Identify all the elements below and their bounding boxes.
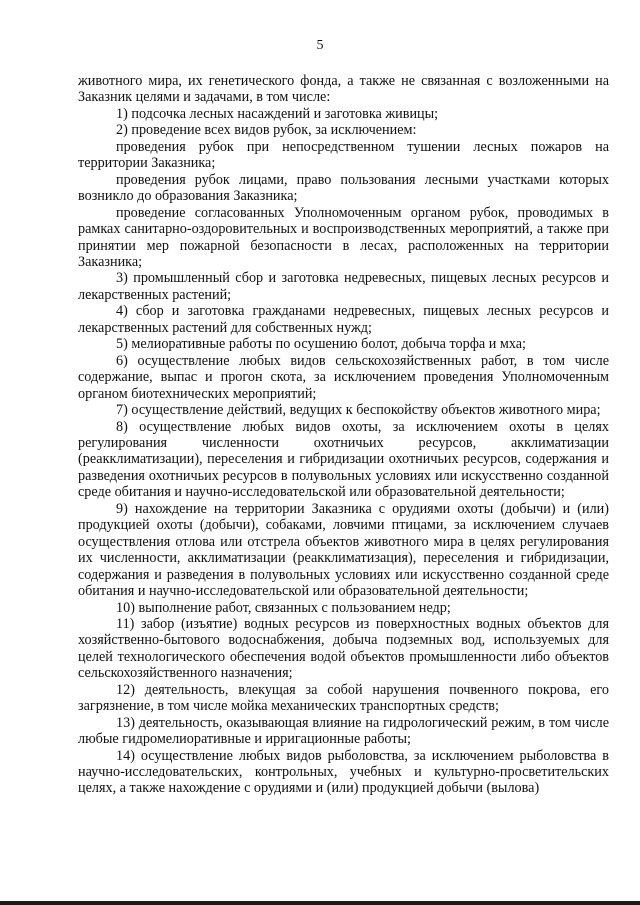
list-item: 5) мелиоративные работы по осушению болот, добыча торфа и мха; bbox=[116, 336, 527, 353]
list-item: 13) деятельность, оказывающая влияние на гидрологический режим, в том числе любые гидромелиоративные и ирригационные работы; bbox=[78, 714, 609, 748]
list-item: 11) забор (изъятие) водных ресурсов из поверхностных водных объектов для хозяйственно-бытового водоснабжения, добыча подземных вод, используемых для целей технологического обеспечения водой объектов промышленности либо объектов сельскохозяйственного назначения; bbox=[78, 615, 609, 682]
list-item: 14) осуществление любых видов рыболовства, за исключением рыболовства в научно-исследовательских, контрольных, учебных и культурно-просветительских целях, а также нахождение с орудиями и (или) продукцией добычи (вылова) bbox=[78, 747, 609, 797]
list-item: 10) выполнение работ, связанных с пользованием недр; bbox=[116, 599, 451, 616]
list-item: 12) деятельность, влекущая за собой нарушения почвенного покрова, его загрязнение, в том числе мойка механических транспортных средств; bbox=[78, 681, 609, 715]
list-item: 4) сбор и заготовка гражданами недревесных, пищевых лесных ресурсов и лекарственных растений для собственных нужд; bbox=[78, 303, 609, 336]
document-body bbox=[78, 73, 609, 797]
list-item: 6) осуществление любых видов сельскохозяйственных работ, в том числе содержание, выпас и прогон скота, за исключением проведения Уполномоченным органом биотехнических мероприятий; bbox=[78, 352, 609, 402]
list-item: 9) нахождение на территории Заказника с орудиями охоты (добычи) и (или) продукцией охоты (добычи), собаками, ловчими птицами, за исключением случаев осуществления отлова или отстрела объектов животного мира в целях регулирования их численности, акклиматизации (реакклиматизация), переселения и гибридизации, содержания и разведения в полувольных условиях или искусственно созданной среде обитания и научно-исследовательской или образовательной деятельности; bbox=[78, 500, 609, 600]
page-number: 5 bbox=[316, 38, 324, 53]
list-item: 2) проведение всех видов рубок, за исключением: bbox=[116, 122, 417, 139]
list-item: 3) промышленный сбор и заготовка недревесных, пищевых лесных ресурсов и лекарственных растений; bbox=[78, 270, 609, 303]
list-item: 8) осуществление любых видов охоты, за исключением охоты в целях регулирования численности охотничьих ресурсов, акклиматизации (реакклиматизации), переселения и гибридизации охотничьих ресурсов, содержания и разведения охотничьих ресурсов в полувольных условиях или искусственно созданной среде обитания и научно-исследовательской или образовательной деятельности; bbox=[78, 418, 609, 501]
list-item: 7) осуществление действий, ведущих к беспокойству объектов животного мира; bbox=[116, 402, 601, 419]
scan-bottom-edge bbox=[0, 901, 640, 905]
sub-item: проведения рубок лицами, право пользования лесными участками которых возникло до образования Заказника; bbox=[78, 171, 609, 205]
sub-item: проведение согласованных Уполномоченным органом рубок, проводимых в рамках санитарно-оздоровительных и воспроизводственных мероприятий, а также при принятии мер пожарной безопасности в лесах, расположенных на территории Заказника; bbox=[78, 204, 609, 270]
list-item: 1) подсочка лесных насаждений и заготовка живицы; bbox=[116, 105, 439, 122]
sub-item: проведения рубок при непосредственном тушении лесных пожаров на территории Заказника; bbox=[78, 138, 609, 172]
paragraph: животного мира, их генетического фонда, а также не связанная с возложенными на Заказник целями и задачами, в том числе: bbox=[78, 73, 609, 106]
